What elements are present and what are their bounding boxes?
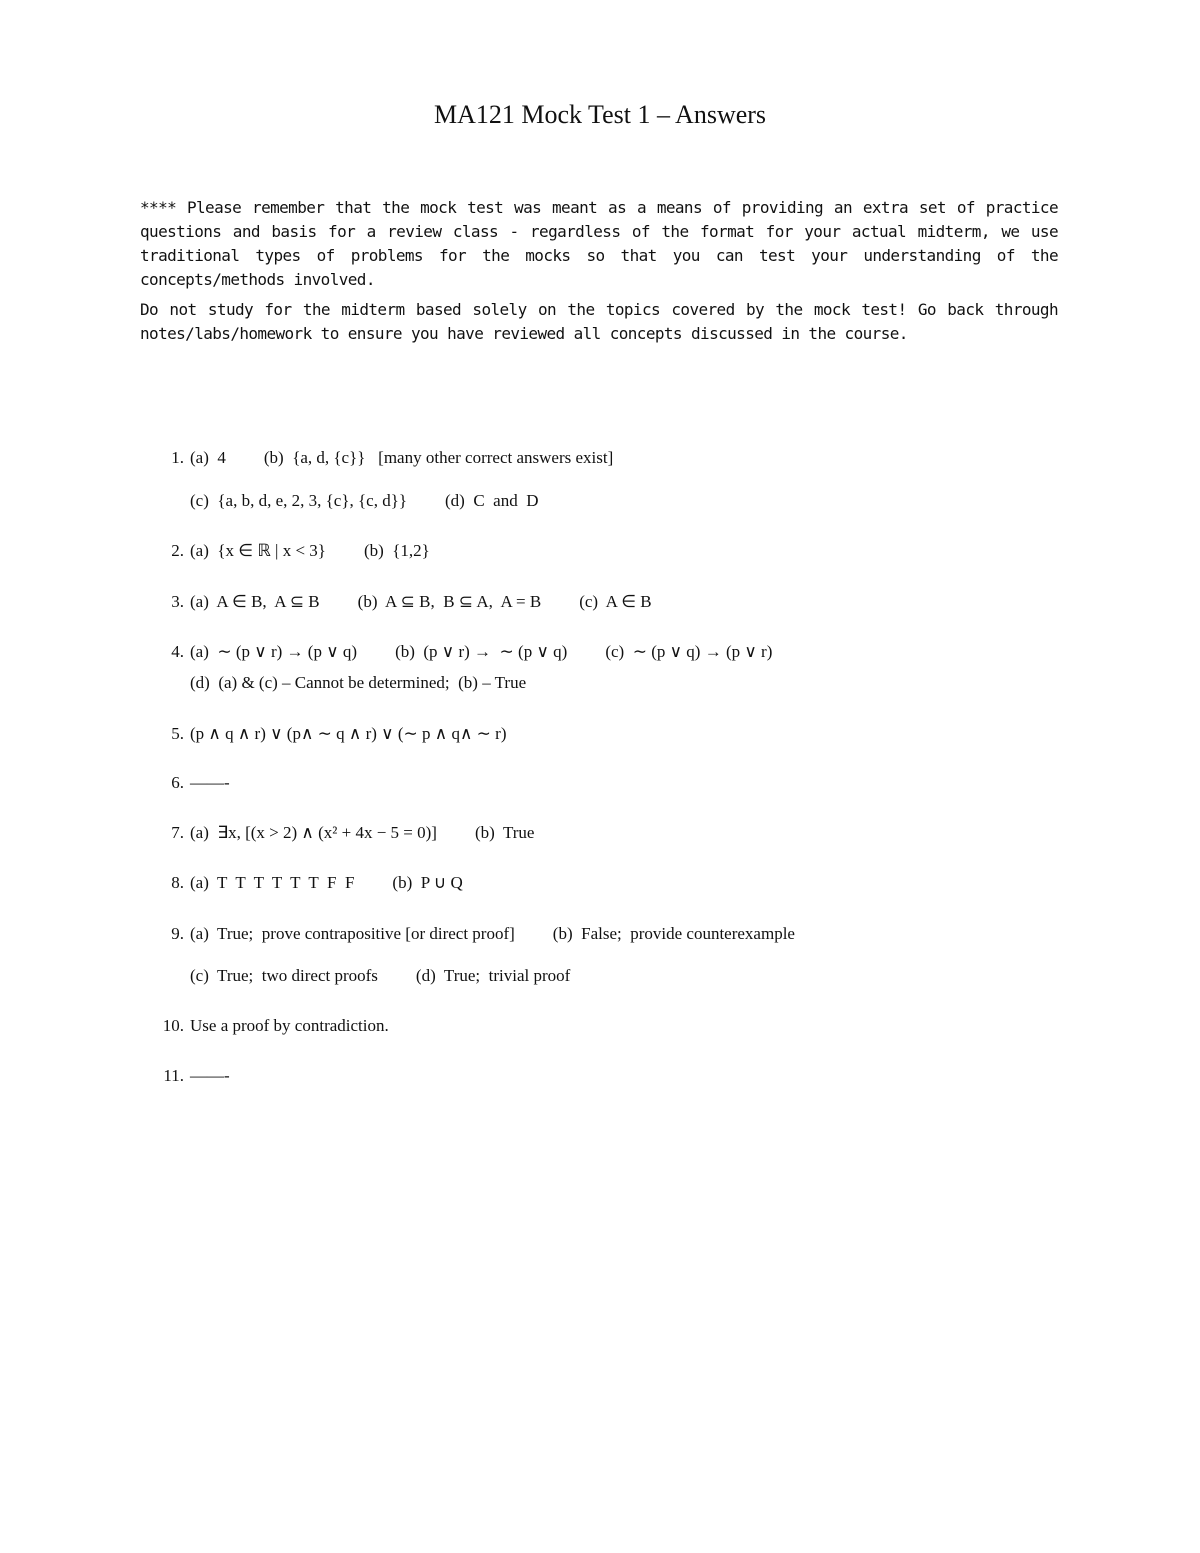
answer-part: (a) ∃x, [(x > 2) ∧ (x² + 4x − 5 = 0)] bbox=[190, 823, 437, 842]
answer-part: (b) {1,2} bbox=[363, 541, 430, 560]
answer-9-line bbox=[140, 924, 833, 944]
answer-part: (a) 4 bbox=[190, 448, 226, 467]
answer-number: 6. bbox=[171, 773, 184, 792]
page-title: MA121 Mock Test 1 – Answers bbox=[433, 100, 767, 129]
answer-number: 4. bbox=[171, 642, 184, 661]
answer-1-line bbox=[140, 448, 651, 468]
answer-2-line bbox=[140, 541, 468, 561]
intro-note: **** Please remember that the mock test was meant as a means of providing an extra set of practice questions and basis for a review class - regardless of the format for your actual midterm, we use traditional types of problems for the mocks so that you can test your understanding of the concepts/methods involved. bbox=[140, 198, 1058, 289]
answer-part: Use a proof by contradiction. bbox=[190, 1016, 389, 1035]
answer-7-line bbox=[140, 823, 572, 843]
answer-part: (b) (p ∨ r) → ∼ (p ∨ q) bbox=[395, 642, 568, 661]
answer-10-line bbox=[140, 1016, 427, 1036]
answer-number: 1. bbox=[171, 448, 184, 467]
answer-part: (b) False; provide counterexample bbox=[552, 924, 795, 943]
answer-4-line bbox=[140, 642, 810, 662]
answer-part: ——- bbox=[190, 773, 230, 792]
answer-number: 5. bbox=[171, 724, 184, 743]
answer-part: (a) A ∈ B, A ⊆ B bbox=[190, 592, 320, 611]
answer-5-line bbox=[140, 724, 544, 744]
intro-advice: Do not study for the midterm based solely on the topics covered by the mock test! Go back through notes/labs/homework to ensure you have reviewed all concepts discussed in the course. bbox=[140, 300, 1058, 343]
answer-part: (b) {a, d, {c}} [many other correct answers exist] bbox=[263, 448, 614, 467]
answer-3-line bbox=[140, 592, 690, 612]
answer-number: 3. bbox=[171, 592, 184, 611]
answer-part: (b) True bbox=[474, 823, 535, 842]
answer-number: 9. bbox=[171, 924, 184, 943]
answer-part: ——- bbox=[190, 1066, 230, 1085]
answer-part: (c) {a, b, d, e, 2, 3, {c}, {c, d}} bbox=[190, 491, 408, 510]
answer-part: (d) True; trivial proof bbox=[415, 966, 571, 985]
answer-part: (d) C and D bbox=[445, 491, 539, 510]
answer-part: (a) T T T T T T F F bbox=[190, 873, 355, 892]
answer-part: (a) True; prove contrapositive [or direct proof] bbox=[190, 924, 515, 943]
answer-part: (b) A ⊆ B, B ⊆ A, A = B bbox=[357, 592, 542, 611]
answer-part: (c) ∼ (p ∨ q) → (p ∨ r) bbox=[605, 642, 773, 661]
answer-part: (a) ∼ (p ∨ r) → (p ∨ q) bbox=[190, 642, 358, 661]
answer-part: (c) True; two direct proofs bbox=[190, 966, 378, 985]
answer-number: 7. bbox=[171, 823, 184, 842]
answer-4-line bbox=[140, 673, 564, 693]
answer-11-line bbox=[140, 1066, 268, 1086]
answer-number: 11. bbox=[163, 1066, 184, 1085]
answer-part: (a) {x ∈ ℝ | x < 3} bbox=[190, 541, 326, 560]
answer-number: 8. bbox=[171, 873, 184, 892]
answer-1-line bbox=[140, 491, 577, 511]
answer-part: (b) P ∪ Q bbox=[392, 873, 463, 892]
answer-number: 10. bbox=[162, 1016, 184, 1035]
answer-part: (p ∧ q ∧ r) ∨ (p∧ ∼ q ∧ r) ∨ (∼ p ∧ q∧ ∼ r) bbox=[190, 724, 507, 743]
answer-part: (c) A ∈ B bbox=[579, 592, 652, 611]
answer-6-line bbox=[140, 773, 268, 793]
answer-part: (d) (a) & (c) – Cannot be determined; (b) – True bbox=[190, 673, 527, 692]
answer-8-line bbox=[140, 873, 501, 893]
answer-9-line bbox=[140, 966, 608, 986]
answer-number: 2. bbox=[171, 541, 184, 560]
